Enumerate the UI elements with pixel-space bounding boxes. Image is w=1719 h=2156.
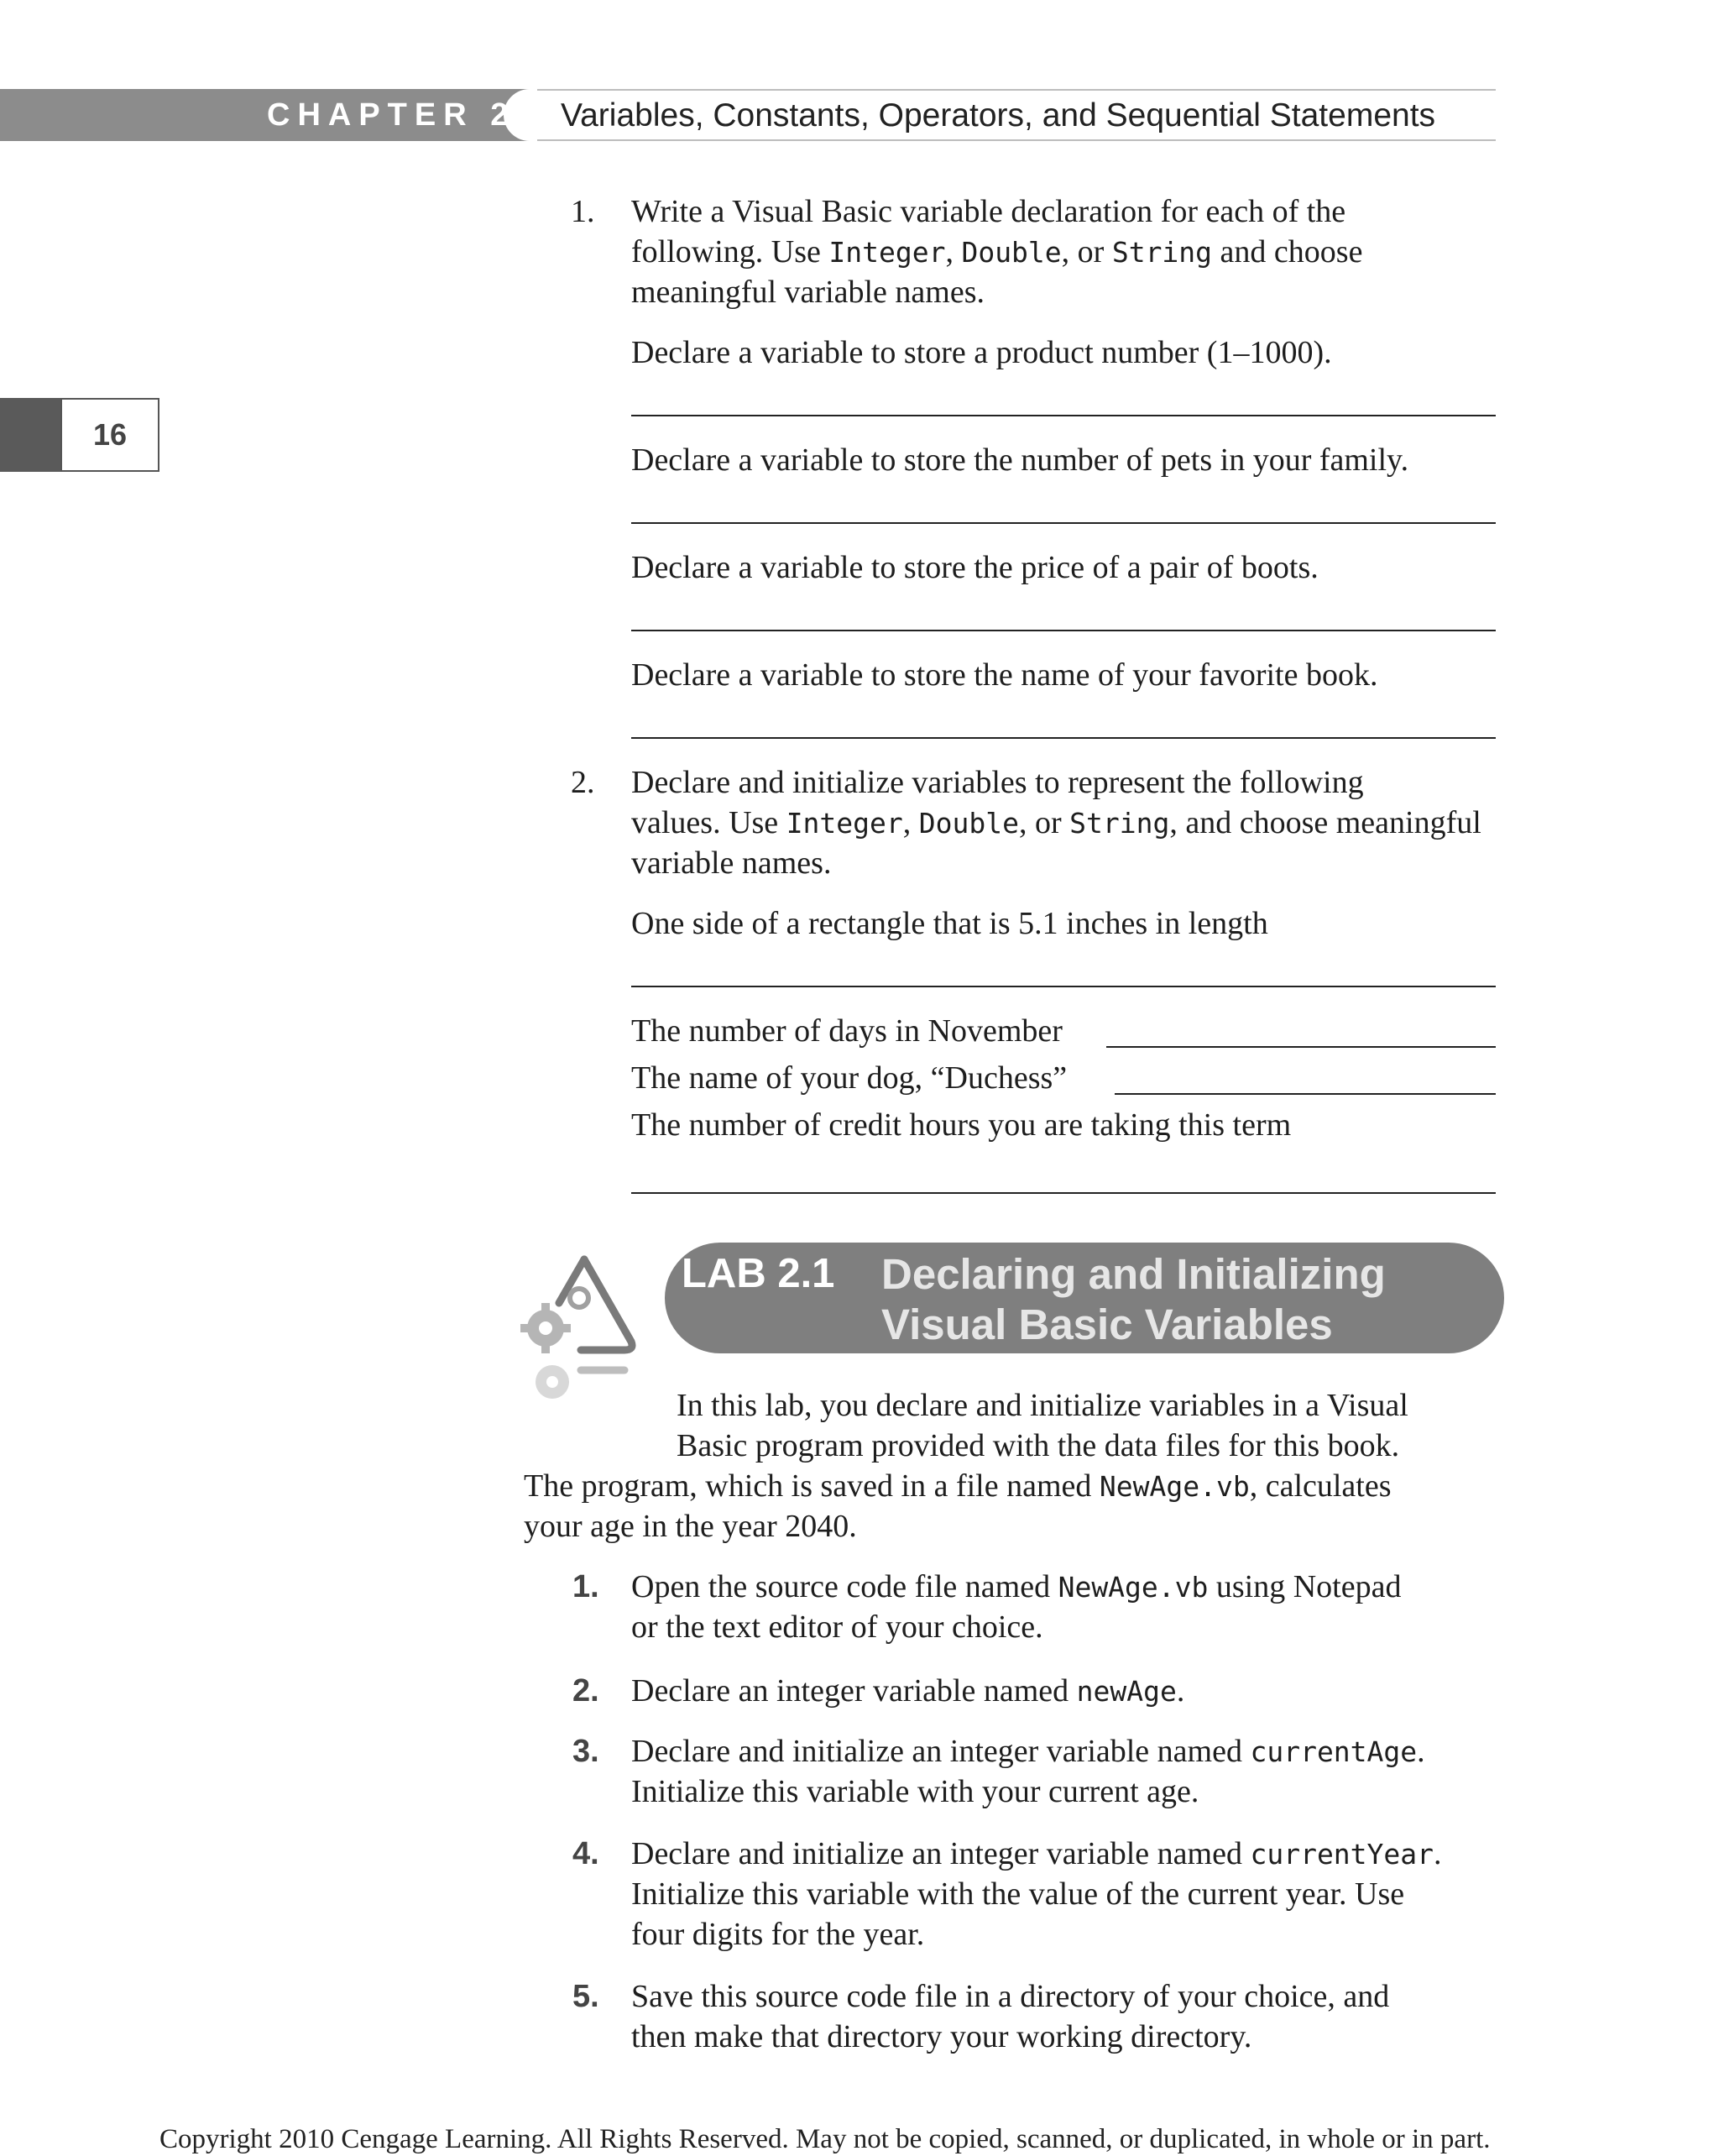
header-title: Variables, Constants, Operators, and Sequential Statements — [561, 97, 1436, 133]
code-variable: newAge — [1076, 1675, 1177, 1708]
lab-title-line-2: Visual Basic Variables — [881, 1300, 1333, 1348]
answer-line-1-4[interactable] — [631, 737, 1496, 739]
code-double: Double — [961, 236, 1062, 269]
step-5-line-1: Save this source code file in a directory of your choice, and — [631, 1979, 1390, 2014]
exercise-2-intro-line-3: variable names. — [631, 845, 832, 881]
code-filename: NewAge.vb — [1099, 1470, 1250, 1503]
exercise-1-prompt-1: Declare a variable to store a product number (1–1000). — [631, 335, 1332, 370]
exercise-1-intro-line-3: meaningful variable names. — [631, 275, 985, 310]
answer-line-2-3[interactable] — [1115, 1093, 1496, 1095]
lab-intro-line-2: Basic program provided with the data files for this book. — [677, 1428, 1400, 1463]
step-4-line-1: Declare and initialize an integer variable named currentYear. — [631, 1836, 1442, 1871]
step-3-line-1: Declare and initialize an integer variable named currentAge. — [631, 1734, 1425, 1769]
step-3-number: 3. — [572, 1734, 599, 1769]
lab-gears-icon — [515, 1248, 641, 1407]
code-string: String — [1111, 236, 1213, 269]
exercise-2-intro-line-2: values. Use Integer, Double, or String, and choose meaningful — [631, 805, 1481, 840]
code-double: Double — [918, 807, 1019, 840]
step-1-line-2: or the text editor of your choice. — [631, 1609, 1043, 1645]
header-rule-bottom — [537, 139, 1496, 141]
step-2-line-1: Declare an integer variable named newAge. — [631, 1673, 1185, 1709]
exercise-2-prompt-1: One side of a rectangle that is 5.1 inches in length — [631, 906, 1268, 941]
page-tab-bar — [0, 398, 60, 472]
step-3-line-2: Initialize this variable with your current age. — [631, 1774, 1199, 1809]
step-4-line-3: four digits for the year. — [631, 1917, 925, 1952]
code-integer: Integer — [828, 236, 946, 269]
exercise-2-prompt-3: The name of your dog, “Duchess” — [631, 1060, 1068, 1096]
exercise-1-intro-line-1: Write a Visual Basic variable declaration for each of the — [631, 194, 1346, 229]
answer-line-2-1[interactable] — [631, 986, 1496, 987]
chapter-label: CHAPTER 2 — [267, 97, 516, 133]
answer-line-1-1[interactable] — [631, 415, 1496, 416]
step-4-line-2: Initialize this variable with the value of the current year. Use — [631, 1876, 1405, 1912]
exercise-2-number: 2. — [571, 765, 595, 800]
code-string: String — [1069, 807, 1170, 840]
step-2-number: 2. — [572, 1673, 599, 1709]
exercise-2-prompt-4: The number of credit hours you are taking this term — [631, 1107, 1292, 1143]
code-variable: currentAge — [1250, 1735, 1418, 1768]
exercise-1-prompt-2: Declare a variable to store the number of pets in your family. — [631, 442, 1409, 478]
lab-intro-line-3: The program, which is saved in a file named NewAge.vb, calculates — [524, 1468, 1392, 1504]
answer-line-2-2[interactable] — [1106, 1046, 1496, 1048]
exercise-2-prompt-2: The number of days in November — [631, 1013, 1063, 1049]
lab-title-line-1: Declaring and Initializing — [881, 1250, 1386, 1298]
header-rule-top — [537, 89, 1496, 91]
lab-intro-line-4: your age in the year 2040. — [524, 1509, 857, 1544]
answer-line-1-2[interactable] — [631, 522, 1496, 524]
lab-number: LAB 2.1 — [682, 1251, 835, 1296]
lab-intro-line-1: In this lab, you declare and initialize variables in a Visual — [677, 1388, 1408, 1423]
exercise-1-number: 1. — [571, 194, 595, 229]
page-number: 16 — [92, 417, 128, 452]
exercise-1-prompt-4: Declare a variable to store the name of your favorite book. — [631, 657, 1378, 693]
step-1-number: 1. — [572, 1569, 599, 1604]
copyright-notice: Copyright 2010 Cengage Learning. All Rights Reserved. May not be copied, scanned, or duplicated, in whole or in part. — [159, 2124, 1491, 2154]
answer-line-2-4[interactable] — [631, 1192, 1496, 1194]
step-5-line-2: then make that directory your working directory. — [631, 2019, 1252, 2054]
exercise-1-intro-line-2: following. Use Integer, Double, or String and choose — [631, 234, 1363, 270]
exercise-1-prompt-3: Declare a variable to store the price of a pair of boots. — [631, 550, 1319, 585]
step-1-line-1: Open the source code file named NewAge.vb using Notepad — [631, 1569, 1402, 1604]
code-filename: NewAge.vb — [1058, 1571, 1209, 1604]
step-4-number: 4. — [572, 1836, 599, 1871]
exercise-2-intro-line-1: Declare and initialize variables to represent the following — [631, 765, 1364, 800]
code-integer: Integer — [786, 807, 903, 840]
step-5-number: 5. — [572, 1979, 599, 2014]
answer-line-1-3[interactable] — [631, 630, 1496, 631]
code-variable: currentYear — [1250, 1838, 1434, 1871]
